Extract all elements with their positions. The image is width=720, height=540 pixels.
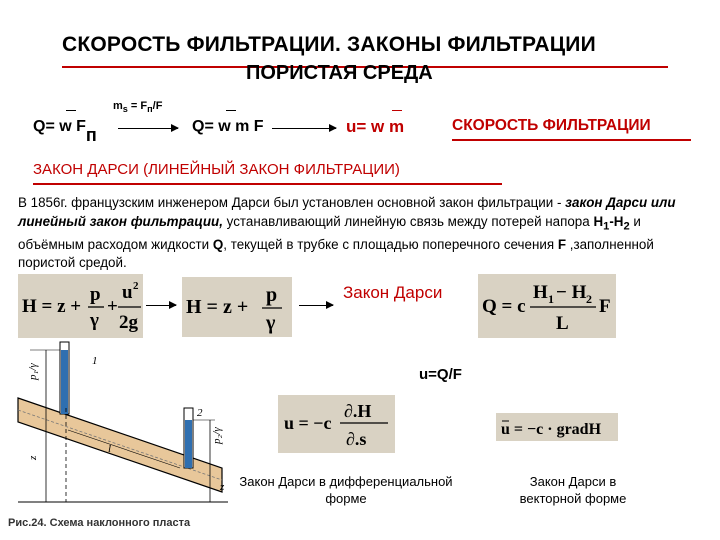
svg-text:u: u bbox=[122, 282, 133, 303]
fig-label-p2: p₂/γ bbox=[211, 427, 223, 444]
formula-ms bbox=[113, 100, 162, 114]
formula-ms-rest: = F bbox=[127, 100, 148, 112]
para-q: Q bbox=[212, 236, 224, 252]
svg-text:γ: γ bbox=[266, 312, 276, 334]
formula-ms-tail: /F bbox=[152, 100, 163, 112]
velocity-label: СКОРОСТЬ ФИЛЬТРАЦИИ bbox=[452, 117, 651, 134]
arrow-3 bbox=[146, 305, 176, 306]
svg-text:− H: − H bbox=[556, 282, 587, 303]
svg-text:Q = c: Q = c bbox=[482, 296, 526, 317]
svg-text:L: L bbox=[556, 313, 569, 334]
page-title: СКОРОСТЬ ФИЛЬТРАЦИИ. ЗАКОНЫ ФИЛЬТРАЦИИ bbox=[62, 33, 596, 56]
piezometer-1-water bbox=[61, 350, 68, 414]
para-italic: закон Дарси или линейный закон фильтрации, bbox=[18, 195, 676, 229]
bernoulli-formula bbox=[18, 274, 143, 338]
svg-text:+: + bbox=[107, 296, 118, 317]
svg-text:H = z +: H = z + bbox=[22, 296, 82, 317]
vector-formula-box bbox=[496, 413, 618, 441]
para-h2-sub: 2 bbox=[623, 220, 630, 233]
darcy-heading-underline bbox=[33, 183, 502, 185]
darcy-formula bbox=[478, 274, 616, 338]
page-subtitle: ПОРИСТАЯ СРЕДА bbox=[246, 62, 433, 84]
para-h1-sub: 1 bbox=[603, 220, 610, 233]
formula-q2: Q= w m F bbox=[192, 118, 264, 135]
overbar-w2 bbox=[226, 110, 236, 111]
overbar-w3 bbox=[392, 110, 402, 111]
vector-formula bbox=[496, 413, 618, 441]
svg-text:H: H bbox=[533, 282, 548, 303]
head-formula-box bbox=[182, 277, 292, 337]
arrow-2 bbox=[272, 128, 336, 129]
svg-text:u = −c: u = −c bbox=[284, 413, 332, 433]
bernoulli-formula-box bbox=[18, 274, 143, 338]
inclined-layer-diagram bbox=[0, 340, 240, 520]
svg-text:∂.H: ∂.H bbox=[344, 401, 372, 421]
svg-text:γ: γ bbox=[90, 310, 99, 331]
svg-text:2g: 2g bbox=[119, 312, 138, 333]
formula-ms-sub: s bbox=[122, 104, 128, 115]
head-formula bbox=[182, 277, 292, 337]
formula-ms-sub2: п bbox=[147, 104, 153, 115]
vector-caption: Закон Дарси в векторной форме bbox=[519, 474, 627, 506]
fig-label-p1: p₁/γ bbox=[27, 363, 39, 380]
figure-caption: Рис.24. Схема наклонного пласта bbox=[8, 517, 191, 529]
formula-ms-m: m bbox=[113, 100, 123, 112]
arrow-1 bbox=[118, 128, 178, 129]
fig-label-1: 1 bbox=[92, 355, 98, 367]
arrow-4 bbox=[299, 305, 333, 306]
fig-label-z2: z bbox=[220, 481, 225, 493]
piezometer-2-water bbox=[185, 420, 192, 468]
formula-q1-text: Q= w F bbox=[33, 118, 86, 135]
svg-text:F: F bbox=[599, 296, 611, 317]
svg-text:p: p bbox=[266, 284, 278, 306]
svg-text:2: 2 bbox=[133, 280, 139, 292]
formula-q1 bbox=[33, 118, 97, 146]
para-part-3: устанавливающий линейную связь между потерей напора bbox=[222, 213, 594, 229]
overbar-w1 bbox=[66, 110, 76, 111]
formula-q1-sub: п bbox=[85, 125, 97, 146]
svg-text:H = z +: H = z + bbox=[186, 296, 249, 318]
para-part-4: и объёмным расходом жидкости bbox=[18, 213, 641, 252]
diff-caption: Закон Дарси в дифференциальной форме bbox=[239, 474, 453, 506]
svg-text:∂.s: ∂.s bbox=[346, 429, 367, 449]
diff-formula-box bbox=[278, 395, 395, 453]
para-h2: -H bbox=[609, 213, 624, 229]
para-part-6: ,заполненной пористой средой. bbox=[18, 236, 654, 271]
svg-text:2: 2 bbox=[586, 292, 592, 306]
fig-label-z1: z bbox=[27, 455, 39, 460]
fig-label-2: 2 bbox=[197, 407, 203, 419]
para-part-5: , текущей в трубке с площадью поперечного сечения bbox=[223, 236, 558, 252]
fig-label-l: l bbox=[108, 443, 112, 455]
para-part-1: В 1856г. французским инженером Дарси был установлен основной закон фильтрации - bbox=[18, 195, 566, 210]
darcy-formula-box bbox=[478, 274, 616, 338]
darcy-paragraph bbox=[18, 194, 690, 273]
formula-u: u= w m bbox=[346, 117, 405, 136]
para-h1: H bbox=[593, 213, 604, 229]
velocity-underline bbox=[452, 139, 691, 141]
svg-text:u = −c · gradH: u = −c · gradH bbox=[501, 421, 602, 438]
darcy-heading: ЗАКОН ДАРСИ (ЛИНЕЙНЫЙ ЗАКОН ФИЛЬТРАЦИИ) bbox=[33, 161, 400, 178]
svg-text:1: 1 bbox=[548, 292, 554, 306]
svg-text:p: p bbox=[90, 284, 101, 305]
diff-formula bbox=[278, 395, 395, 453]
darcy-law-label: Закон Дарси bbox=[343, 283, 443, 302]
uqf-label: u=Q/F bbox=[419, 366, 462, 383]
para-f: F bbox=[557, 236, 566, 252]
